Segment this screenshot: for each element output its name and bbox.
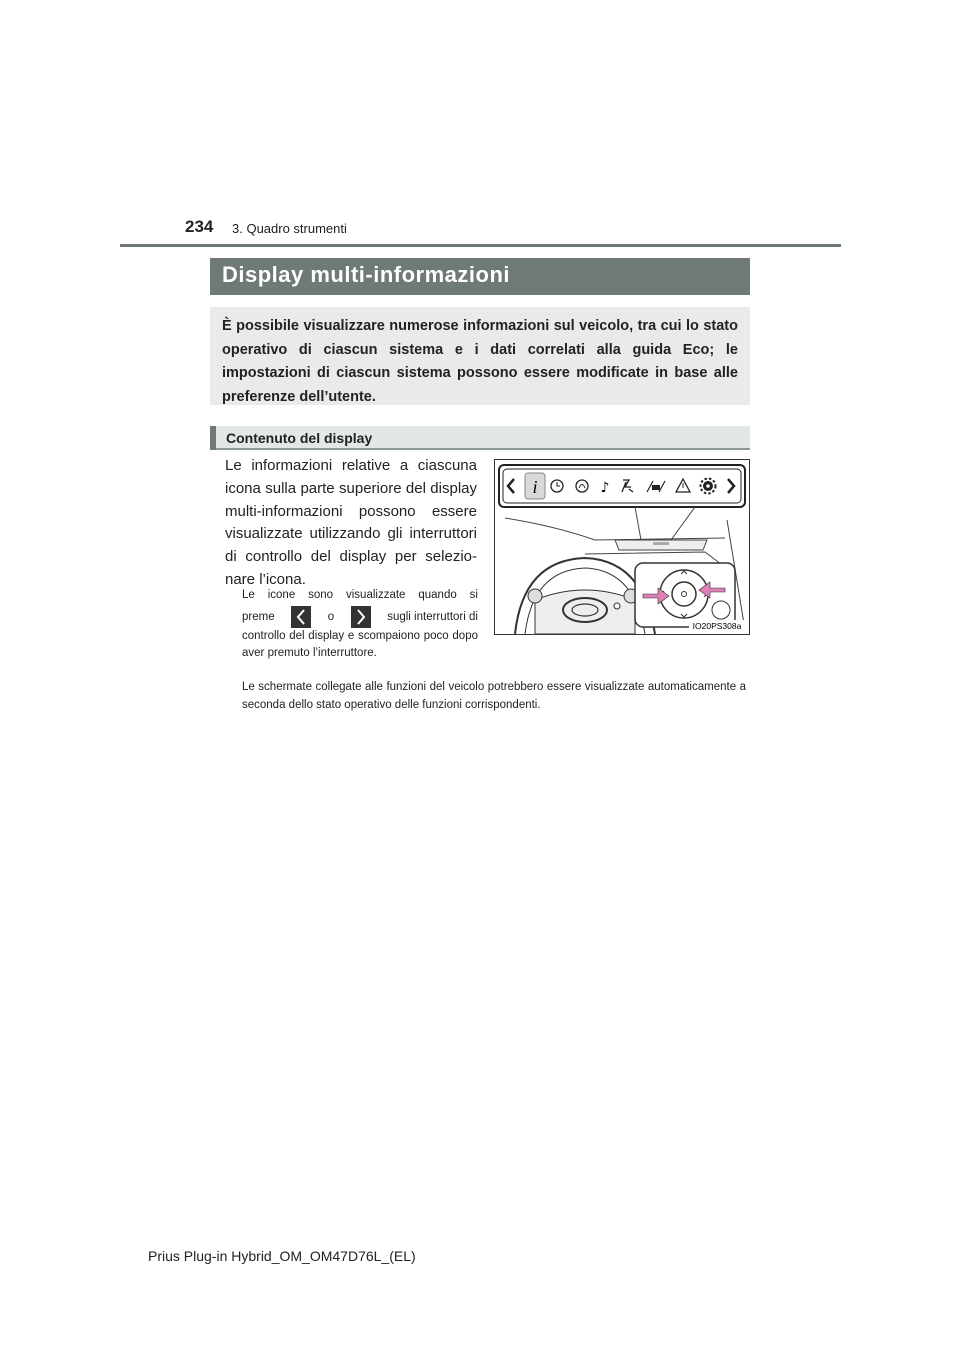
note-screens-auto: Le schermate collegate alle funzioni del veicolo potrebbero essere visualizzate automaticamente a seconda dello stato operativo delle funzioni corrispondenti. bbox=[242, 681, 746, 711]
note1-line1: Le icone sono visualizzate quando si bbox=[242, 589, 478, 601]
subsection-heading bbox=[210, 426, 750, 450]
chapter-title: 3. Quadro strumenti bbox=[232, 221, 347, 236]
audio-note-icon bbox=[601, 480, 610, 496]
header-divider bbox=[120, 244, 841, 247]
svg-text:♪: ♪ bbox=[600, 480, 610, 496]
steering-wheel-diagram bbox=[495, 460, 749, 634]
note-icons-display bbox=[242, 584, 478, 662]
dashboard-illustration bbox=[494, 459, 750, 635]
note1-line2: preme o sugli interruttori di bbox=[242, 606, 478, 628]
note1-rest: controllo del display e scompaiono poco dopo aver premuto l’interruttore. bbox=[242, 630, 478, 659]
svg-text:i: i bbox=[532, 477, 538, 497]
subsection-title: Contenuto del display bbox=[226, 430, 373, 446]
intro-box: È possibile visualizzare numerose informazioni sul veicolo, tra cui lo stato operativo di ciascun sistema e i dati correlati alla guida Eco; le impostazioni di ciascun sistema possono essere modificate in base alle preferenze dell’utente. bbox=[210, 307, 750, 405]
info-icon bbox=[525, 473, 545, 499]
body-paragraph: Le informazioni relative a ciascuna icona sulla parte superiore del display multi-informazioni possono essere visualizzate utilizzando gli interruttori di controllo del display per selezio-nare l’icona. bbox=[225, 457, 477, 588]
chevron-right-button-icon bbox=[351, 606, 371, 628]
steering-wheel bbox=[515, 558, 655, 634]
chevron-left-button-icon bbox=[291, 606, 311, 628]
section-title: Display multi-informazioni bbox=[222, 262, 511, 287]
control-switch-inset bbox=[635, 563, 735, 627]
footer-model: Prius Plug-in Hybrid_OM_OM47D76L_(EL) bbox=[148, 1248, 416, 1264]
figure-code: IO20PS308a bbox=[692, 621, 742, 631]
page-number: 234 bbox=[185, 217, 214, 236]
section-title-bar bbox=[210, 258, 750, 295]
